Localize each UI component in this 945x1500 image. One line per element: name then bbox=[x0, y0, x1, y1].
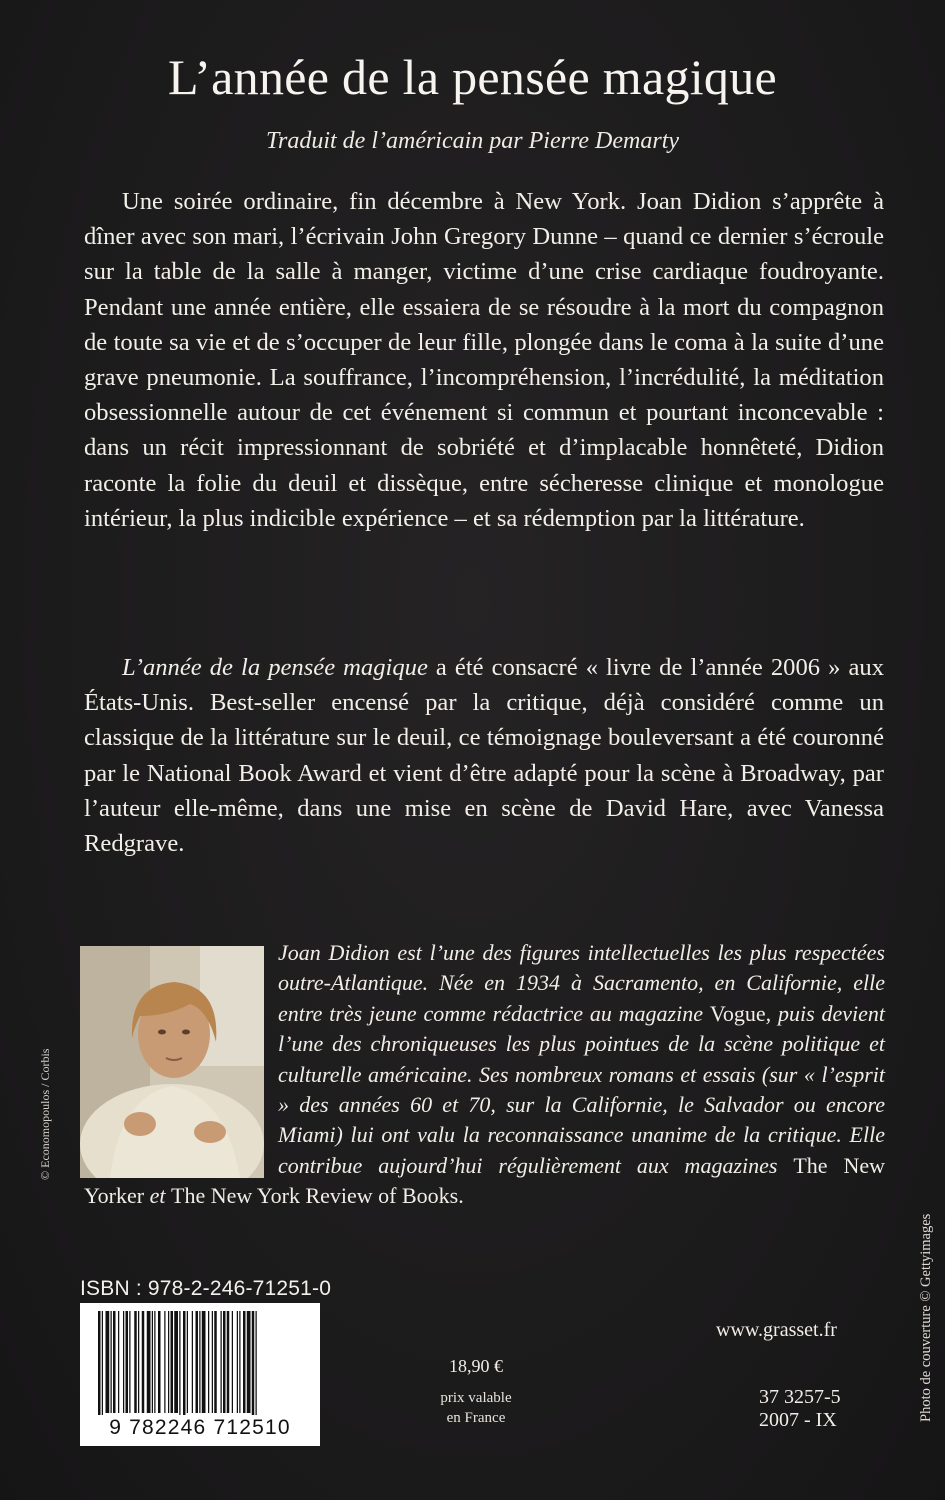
book-title: L’année de la pensée magique bbox=[167, 49, 778, 105]
barcode-bar bbox=[102, 1311, 103, 1415]
edition-code: 2007 - IX bbox=[759, 1409, 837, 1431]
barcode-bar bbox=[179, 1311, 180, 1415]
synopsis-paragraph: Une soirée ordinaire, fin décembre à New York. Joan Didion s’apprête à dîner avec son mari, l’écrivain John Gregory Dunne – quand ce dernier s’écroule sur la table de la salle à manger, victime d’une crise cardiaque foudroyante. Pendant une année entière, elle essaiera de se résoudre à la mort du compagnon de toute sa vie et de s’occuper de leur fille, plongée dans le coma à la suite d’une grave pneumonie. La souffrance, l’incompréhension, l’incrédulité, la méditation obsessionnelle autour de cet événement si commun et pourtant inconcevable : dans un récit impressionnant de sobriété et d’implacable honnêteté, Didion raconte la folie du deuil et dissèque, entre sécheresse clinique et monologue intérieur, la plus indicible expérience – et sa rédemption par la littérature. bbox=[84, 188, 884, 532]
barcode-bar bbox=[239, 1311, 240, 1413]
barcode-bar bbox=[126, 1311, 129, 1413]
barcode-bars bbox=[80, 1303, 320, 1415]
barcode-bar bbox=[223, 1311, 226, 1413]
barcode-bar bbox=[256, 1311, 257, 1415]
barcode-bar bbox=[227, 1311, 230, 1413]
barcode-bar bbox=[243, 1311, 246, 1413]
barcode-bar bbox=[111, 1311, 112, 1413]
barcode-bar bbox=[134, 1311, 137, 1413]
reception-text: a été consacré « livre de l’année 2006 » aux États-Unis. Best-seller encensé par la critique, déjà considéré comme un classique de la littérature sur le deuil, ce témoignage bouleversant a été couronné par le National Book Award et vient d’être adapté pour la scène à Broadway, par l’auteur elle-même, dans une mise en scène de David Hare, avec Vanessa Redgrave. bbox=[84, 654, 884, 858]
barcode-bar bbox=[196, 1311, 199, 1413]
barcode-bar bbox=[168, 1311, 169, 1413]
barcode-digits: 9 782246 712510 bbox=[109, 1416, 291, 1439]
barcode-bar bbox=[152, 1311, 153, 1413]
barcode-bar bbox=[212, 1311, 213, 1413]
barcode bbox=[80, 1303, 320, 1446]
barcode-bar bbox=[142, 1311, 145, 1413]
barcode-bar bbox=[123, 1311, 124, 1413]
bio-nyrb: The New York Review of Books bbox=[171, 1183, 459, 1209]
barcode-bar bbox=[106, 1311, 110, 1413]
publisher-website: www.grasset.fr bbox=[716, 1319, 837, 1341]
photo-credit: © Economopoulos / Corbis bbox=[38, 1048, 52, 1180]
barcode-bar bbox=[183, 1311, 186, 1415]
barcode-bar bbox=[113, 1311, 116, 1413]
barcode-bar bbox=[237, 1311, 238, 1413]
barcode-bar bbox=[247, 1311, 251, 1413]
bio-end: . bbox=[458, 1183, 464, 1209]
bio-text-2: , puis devient l’une des chroniqueuses les plus pointues de la scène politique et culturelle américaine. Ses nombreux romans et essais (sur « l’esprit » des années 60 et 70, sur la Californie, le Salvador ou encore Miami) lui ont valu la reconnaissance unanime de la critique. Elle contribue aujourd’hui régulièrement aux magazines bbox=[278, 1000, 885, 1178]
price: 18,90 € bbox=[449, 1356, 503, 1376]
barcode-bar bbox=[221, 1311, 222, 1413]
cover-photo-credit: Photo de couverture © Gettyimages bbox=[918, 1213, 934, 1422]
barcode-bar bbox=[208, 1311, 209, 1413]
isbn: ISBN : 978-2-246-71251-0 bbox=[80, 1277, 332, 1300]
price-note-line2: en France bbox=[446, 1410, 506, 1426]
bio-and: et bbox=[144, 1183, 171, 1209]
publisher-code: 37 3257-5 bbox=[759, 1386, 841, 1408]
price-note bbox=[426, 1388, 526, 1428]
bio-vogue: Vogue bbox=[709, 1000, 766, 1026]
barcode-bar bbox=[147, 1311, 151, 1413]
author-bio bbox=[84, 938, 885, 1212]
barcode-bar bbox=[214, 1311, 217, 1413]
barcode-bar bbox=[199, 1311, 200, 1413]
barcode-bar bbox=[171, 1311, 174, 1413]
reception-title-italic: L’année de la pensée magique bbox=[122, 654, 428, 681]
price-note-line1: prix valable bbox=[440, 1390, 512, 1406]
barcode-bar bbox=[164, 1311, 165, 1413]
barcode-bar bbox=[118, 1311, 119, 1413]
barcode-bar bbox=[174, 1311, 178, 1413]
barcode-bar bbox=[187, 1311, 188, 1413]
barcode-bar bbox=[252, 1311, 255, 1415]
barcode-bar bbox=[154, 1311, 155, 1413]
bio-new-yorker: The New Yorker bbox=[84, 1152, 886, 1209]
barcode-bar bbox=[202, 1311, 206, 1413]
barcode-bar bbox=[98, 1311, 101, 1415]
barcode-bar bbox=[129, 1311, 130, 1413]
bio-text-1: Joan Didion est l’une des figures intellectuelles les plus respectées outre-Atlantique. Née en 1934 à Sacramento, en Californie, elle entre très jeune comme rédactrice au magazine bbox=[278, 940, 885, 1026]
translator-credit: Traduit de l’américain par Pierre Demarty bbox=[265, 128, 680, 154]
barcode-bar bbox=[232, 1311, 233, 1413]
photo-wrap-space bbox=[84, 938, 278, 1180]
barcode-bar bbox=[138, 1311, 139, 1413]
barcode-bar bbox=[158, 1311, 161, 1413]
barcode-bar bbox=[192, 1311, 193, 1413]
reception-paragraph bbox=[84, 650, 884, 861]
